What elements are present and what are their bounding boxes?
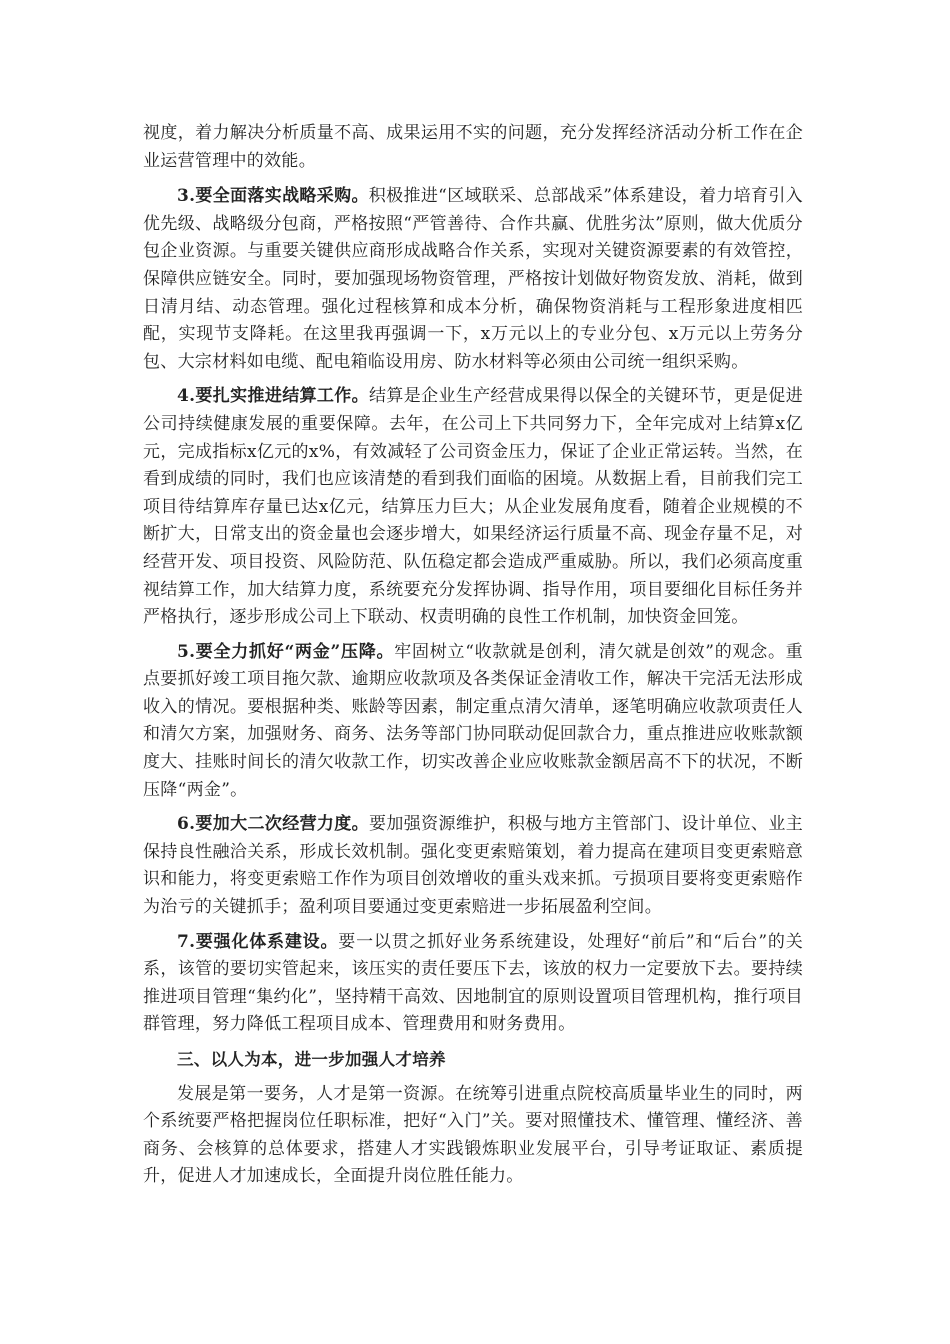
item-5-lead: 5.要全力抓好“两金”压降。 — [177, 641, 395, 662]
item-5-paragraph — [143, 639, 803, 805]
item-6-lead: 6.要加大二次经营力度。 — [177, 814, 370, 835]
item-6-body: 要加强资源维护，积极与地方主管部门、设计单位、业主保持良性融洽关系，形成长效机制。强化变更索赔策划，着力提高在建项目变更索赔意识和能力，将变更索赔工作作为项目创效增收的重头戏来抓。亏损项目要将变更索赔作为治亏的关键抓手；盈利项目要通过变更索赔进一步拓展盈利空间。 — [143, 814, 803, 918]
item-5-body: 牢固树立“收款就是创利，清欠就是创效”的观念。重点要抓好竣工项目拖欠款、逾期应收款项及各类保证金清收工作，解决干完活无法形成收入的情况。要根据种类、账龄等因素，制定重点清欠清单，逐笔明确应收款项责任人和清欠方案，加强财务、商务、法务等部门协同联动促回款合力，重点推进应收账款额度大、挂账时间长的清欠收款工作，切实改善企业应收账款金额居高不下的状况，不断压降“两金”。 — [143, 641, 803, 800]
closing-paragraph: 发展是第一要务，人才是第一资源。在统筹引进重点院校高质量毕业生的同时，两个系统要严格把握岗位任职标准，把好“入门”关。要对照懂技术、懂管理、懂经济、善商务、会核算的总体要求，搭建人才实践锻炼职业发展平台，引导考证取证、素质提升，促进人才加速成长，全面提升岗位胜任能力。 — [143, 1083, 803, 1187]
item-3-body: 积极推进“区域联采、总部战采”体系建设，着力培育引入优先级、战略级分包商，严格按照“严管善待、合作共赢、优胜劣汰”原则，做大优质分包企业资源。与重要关键供应商形成战略合作关系，实现对关键资源要素的有效管控，保障供应链安全。同时，要加强现场物资管理，严格按计划做好物资发放、消耗，做到日清月结、动态管理。强化过程核算和成本分析，确保物资消耗与工程形象进度相匹配，实现节支降耗。在这里我再强调一下，x万元以上的专业分包、x万元以上劳务分包、大宗材料如电缆、配电箱临设用房、防水材料等必须由公司统一组织采购。 — [143, 186, 803, 372]
item-3-lead: 3.要全面落实战略采购。 — [177, 186, 369, 207]
item-7-body: 要一以贯之抓好业务系统建设，处理好“前后”和“后台”的关系，该管的要切实管起来，该压实的责任要压下去，该放的权力一定要放下去。要持续推进项目管理“集约化”，坚持精干高效、因地制宜的原则设置项目管理机构，推行项目群管理，努力降低工程项目成本、管理费用和财务费用。 — [143, 931, 804, 1035]
item-7-lead: 7.要强化体系建设。 — [177, 931, 339, 952]
item-6-paragraph — [143, 811, 803, 921]
item-4-body: 结算是企业生产经营成果得以保全的关键环节，更是促进公司持续健康发展的重要保障。去年，在公司上下共同努力下，全年完成对上结算x亿元，完成指标x亿元的x%，有效减轻了公司资金压力，保证了企业正常运转。当然，在看到成绩的同时，我们也应该清楚的看到我们面临的困境。从数据上看，目前我们完工项目待结算库存量已达x亿元，结算压力巨大；从企业发展角度看，随着企业规模的不断扩大，日常支出的资金量也会逐步增大，如果经济运行质量不高、现金存量不足，对经营开发、项目投资、风险防范、队伍稳定都会造成严重威胁。所以，我们必须高度重视结算工作，加大结算力度，系统要充分发挥协调、指导作用，项目要细化目标任务并严格执行，逐步形成公司上下联动、权责明确的良性工作机制，加快资金回笼。 — [143, 386, 803, 628]
opening-paragraph: 视度，着力解决分析质量不高、成果运用不实的问题，充分发挥经济活动分析工作在企业运营管理中的效能。 — [143, 123, 803, 171]
item-4-lead: 4.要扎实推进结算工作。 — [177, 386, 370, 407]
item-7-paragraph — [143, 929, 803, 1039]
document-page — [143, 120, 803, 1198]
item-4-paragraph — [143, 383, 803, 631]
section-heading: 三、以人为本，进一步加强人才培养 — [177, 1050, 446, 1069]
item-3-paragraph — [143, 183, 803, 376]
